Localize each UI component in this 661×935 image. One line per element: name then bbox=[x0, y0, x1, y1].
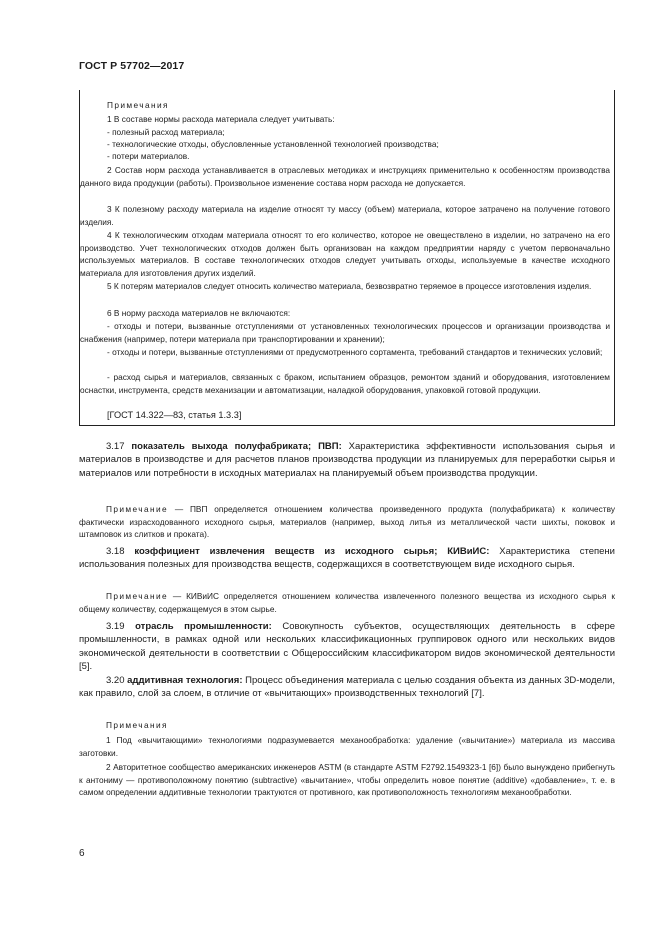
term-name: отрасль промышленности: bbox=[135, 621, 272, 632]
term-definition: Характеристика эффективности использования сырья и материалов в производстве и для расчетов планов производства продукции из планируемых для переработки сырья и материалов или потребности в исходных материалах на планируемый объем производства продукции. bbox=[79, 441, 616, 479]
term-number: 3.19 bbox=[106, 621, 125, 632]
note-4: 4 К технологическим отходам материала относят то его количество, которое не овеществлено в изделии, но затрачено на его производство. Учет технологических отходов должен быть организован на каждом предприятии наряду с учетом первоначально используемых материалов. В составе технологических отходов следует учитывать отходы, используемые в качестве исходного материала для изготовления других изделий. bbox=[80, 230, 610, 278]
term-definition: Характеристика степени использования полезных для производства веществ, содержащихся в соответствующем виде исходного сырья. bbox=[79, 546, 615, 571]
term-3-19 bbox=[79, 620, 615, 674]
notes-heading: Примечания bbox=[107, 100, 169, 110]
reference: [ГОСТ 14.322—83, статья 1.3.3] bbox=[107, 410, 242, 420]
page-number: 6 bbox=[79, 848, 85, 859]
term-definition: Совокупность субъектов, осуществляющих деятельность в сфере промышленности, в рамках одной или нескольких классификационных группировок одного или нескольких видов экономической деятельности в соответствии с Общероссийским классификатором видов экономической деятельности [5]. bbox=[79, 621, 616, 673]
note-2: 2 Состав норм расхода устанавливается в отраслевых методиках и инструкциях применительно к особенностям производства данного вида продукции (работы). Произвольное изменение состава норм расхода не допускается. bbox=[80, 165, 610, 188]
note-6-item: - расход сырья и материалов, связанных с браком, испытанием образцов, ремонтом зданий и оборудования, изготовлением оснастки, инструмента, средств механизации и автоматизации, наладкой оборудования, упаковкой готовой продукции. bbox=[80, 372, 610, 395]
term-name: аддитивная технология: bbox=[127, 675, 243, 686]
note-6-item: - отходы и потери, вызванные отступлениями от предусмотренного сортамента, требований стандартов и технических условий; bbox=[107, 347, 603, 357]
document-header: ГОСТ Р 57702—2017 bbox=[79, 60, 185, 72]
note-text: — КИВиИС определяется отношением количества извлеченного полезного вещества из исходного сырья к общему количеству, содержащемуся в этом сырье. bbox=[79, 591, 615, 614]
term-3-20 bbox=[79, 674, 615, 701]
notes-box bbox=[79, 90, 615, 426]
term-3-20-note-2: 2 Авторитетное сообщество американских инженеров ASTM (в стандарте ASTM F2792.1549323-1 [6]) было вынуждено прибегнуть к антониму — противоположному понятию (subtractive) «вычитание», чтобы определить новое понятие (additive) «добавление», т. е. в самом определении аддитивные технологии трактуются от противного, как противоположность технологиям механообработки. bbox=[79, 762, 615, 798]
note-1: 1 В составе нормы расхода материала следует учитывать: bbox=[107, 114, 335, 124]
note-1-item: - полезный расход материала; bbox=[107, 127, 225, 137]
note-5: 5 К потерям материалов следует относить количество материала, безвозвратно теряемое в процессе изготовления изделия. bbox=[107, 281, 592, 291]
note-text: — ПВП определяется отношением количества произведенного продукта (полуфабриката) к количеству фактически израсходованного исходного сырья, материалов (например, выход литья из металлической части шихты, поковок и штамповок из слитков и проката). bbox=[79, 504, 615, 540]
term-number: 3.20 bbox=[106, 675, 125, 686]
notes-heading: Примечания bbox=[106, 720, 168, 730]
note-6: 6 В норму расхода материалов не включаются: bbox=[107, 308, 291, 318]
term-number: 3.17 bbox=[106, 441, 125, 452]
note-6-item: - отходы и потери, вызванные отступлениями от установленных технологических процессов и организации производства и снабжения (например, потери материала при транспортировании и хранении); bbox=[80, 321, 610, 344]
term-3-18-note bbox=[79, 590, 615, 615]
note-label: Примечание bbox=[106, 591, 169, 601]
term-name: коэффициент извлечения веществ из исходного сырья; КИВиИС: bbox=[134, 546, 490, 557]
note-1-item: - потери материалов. bbox=[107, 151, 190, 161]
note-3: 3 К полезному расходу материала на изделие относят ту массу (объем) материала, которое затрачено на получение готового изделия. bbox=[80, 204, 610, 227]
note-1-item: - технологические отходы, обусловленные установленной технологией производства; bbox=[107, 139, 439, 149]
term-name: показатель выхода полуфабриката; ПВП: bbox=[131, 441, 342, 452]
term-3-17-note bbox=[79, 503, 615, 541]
term-3-18 bbox=[79, 545, 615, 572]
term-3-20-note-1: 1 Под «вычитающими» технологиями подразумевается механообработка: удаление («вычитание») материала из массива заготовки. bbox=[79, 735, 615, 758]
term-3-17 bbox=[79, 440, 615, 480]
term-number: 3.18 bbox=[106, 546, 125, 557]
term-definition: Процесс объединения материала с целью создания объекта из данных 3D-модели, как правило, слой за слоем, в отличие от «вычитающих» производственных технологий [7]. bbox=[79, 675, 615, 700]
note-label: Примечание bbox=[106, 504, 169, 514]
